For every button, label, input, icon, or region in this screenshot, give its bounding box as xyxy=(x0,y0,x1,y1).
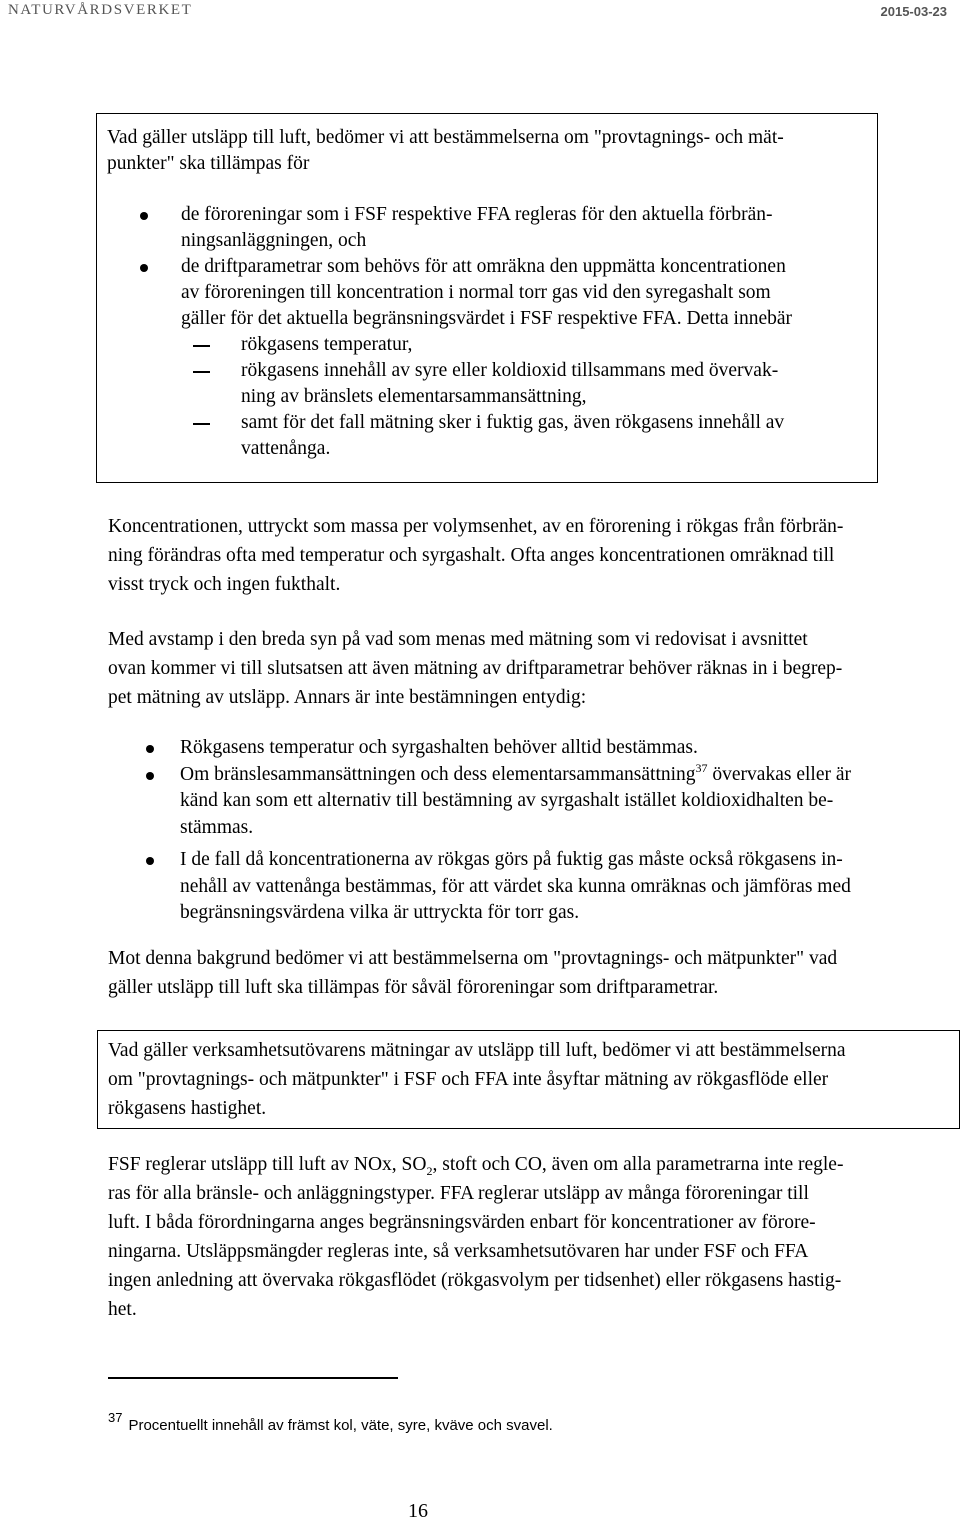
list-item-line: gäller för det aktuella begränsningsvärdet i FSF respektive FFA. Detta innebär xyxy=(181,308,793,329)
paragraph-line: ovan kommer vi till slutsatsen att även mätning av driftparametrar behöver räknas in i begrep- xyxy=(108,658,843,679)
dash-item xyxy=(97,332,877,358)
footnote-number: 37 xyxy=(108,1410,123,1425)
dash-icon xyxy=(193,371,210,373)
para-text: FSF reglerar utsläpp till luft av NOx, SO xyxy=(108,1154,427,1175)
list-item-line: I de fall då koncentrationerna av rökgas görs på fuktig gas måste också rökgasens in- xyxy=(180,849,843,870)
paragraph-1 xyxy=(108,512,948,599)
box2-line: om "provtagnings- och mätpunkter" i FSF och FFA inte åsyftar mätning av rökgasflöde eller xyxy=(108,1069,829,1090)
list-text: Om bränslesammansättningen och dess elementarsammansättning xyxy=(180,763,696,785)
paragraph-line: visst tryck och ingen fukthalt. xyxy=(108,574,341,595)
list-item-line: av föroreningen till koncentration i normal torr gas vid den syregashalt som xyxy=(181,282,771,303)
box2-text xyxy=(108,1036,953,1123)
list-item-line: stämmas. xyxy=(180,816,254,838)
statement-box-2 xyxy=(97,1030,960,1129)
paragraph-line: Mot denna bakgrund bedömer vi att bestämmelserna om "provtagnings- och mätpunkter" vad xyxy=(108,948,838,969)
footnote-text: Procentuellt innehåll av främst kol, väte, syre, kväve och svavel. xyxy=(128,1417,553,1434)
page-number: 16 xyxy=(408,1500,428,1522)
paragraph-2 xyxy=(108,625,948,712)
box1-intro-line: Vad gäller utsläpp till luft, bedömer vi att bestämmelserna om "provtagnings- och mät- xyxy=(107,127,784,148)
list-item-line: Rökgasens temperatur och syrgashalten behöver alltid bestämmas. xyxy=(180,737,698,758)
list-item-line: känd kan som ett alternativ till bestämning av syrgashalt istället koldioxidhalten be- xyxy=(180,790,834,811)
bullet-list-2 xyxy=(108,735,948,927)
list-item-line: nehåll av vattenånga bestämmas, för att värdet ska kunna omräknas och jämföras med xyxy=(180,875,851,897)
list-item-line: begränsningsvärdena vilka är uttryckta för torr gas. xyxy=(180,902,580,923)
paragraph-line: ningarna. Utsläppsmängder regleras inte, så verksamhetsutövaren har under FSF och FFA xyxy=(108,1241,809,1262)
list-item-line: ningsanläggningen, och xyxy=(181,230,367,251)
paragraph-line: gäller utsläpp till luft ska tillämpas för såväl föroreningar som driftparametrar. xyxy=(108,977,719,998)
dash-icon xyxy=(193,345,210,347)
paragraph-line: het. xyxy=(108,1299,137,1320)
paragraph-line: luft. I båda förordningarna anges begränsningsvärden enbart för koncentrationer av förore- xyxy=(108,1212,816,1233)
paragraph-line: ning förändras ofta med temperatur och syrgashalt. Ofta anges koncentrationen omräknad till xyxy=(108,545,835,566)
header-org: NATURVÅRDSVERKET xyxy=(8,2,193,18)
paragraph-line xyxy=(108,1150,948,1179)
bullet-icon xyxy=(146,745,154,753)
dash-item-line: samt för det fall mätning sker i fuktig gas, även rökgasens innehåll av xyxy=(241,412,785,433)
list-item xyxy=(97,254,877,462)
box1-bullet-list xyxy=(97,202,877,462)
dash-item-line: vattenånga. xyxy=(241,438,331,459)
list-item xyxy=(108,847,948,927)
box1-intro-line: punkter" ska tillämpas för xyxy=(107,153,310,174)
list-item-line xyxy=(180,762,948,789)
box2-line: rökgasens hastighet. xyxy=(108,1098,267,1119)
box1-intro xyxy=(107,125,867,177)
paragraph-line: ras för alla bränsle- och anläggningstyper. FFA reglerar utsläpp av många föroreningar till xyxy=(108,1183,809,1204)
footnote-ref: 37 xyxy=(695,760,708,775)
paragraph-line: Med avstamp i den breda syn på vad som menas med mätning som vi redovisat i avsnittet xyxy=(108,629,808,650)
list-item-line: de föroreningar som i FSF respektive FFA regleras för den aktuella förbrän- xyxy=(181,204,773,225)
bullet-icon xyxy=(140,212,148,220)
dash-icon xyxy=(193,423,210,425)
dash-item xyxy=(97,410,877,462)
bullet-icon xyxy=(140,264,148,272)
dash-item xyxy=(97,358,877,410)
para-text: , stoft och CO, även om alla parametrarna inte regle- xyxy=(432,1154,844,1175)
bullet-icon xyxy=(146,772,154,780)
box2-line: Vad gäller verksamhetsutövarens mätningar av utsläpp till luft, bedömer vi att bestämmelserna xyxy=(108,1040,846,1061)
subscript: 2 xyxy=(426,1163,433,1178)
paragraph-line: Koncentrationen, uttryckt som massa per volymsenhet, av en förorening i rökgas från förbrän- xyxy=(108,516,844,537)
paragraph-line: ingen anledning att övervaka rökgasflödet (rökgasvolym per tidsenhet) eller rökgasens hastig- xyxy=(108,1270,842,1291)
paragraph-line: pet mätning av utsläpp. Annars är inte bestämningen entydig: xyxy=(108,687,587,708)
dash-item-line: ning av bränslets elementarsammansättning, xyxy=(241,386,587,407)
dash-list xyxy=(181,332,877,462)
dash-item-line: rökgasens innehåll av syre eller koldioxid tillsammans med övervak- xyxy=(241,360,779,381)
list-item xyxy=(108,762,948,842)
list-item-line: de driftparametrar som behövs för att omräkna den uppmätta koncentrationen xyxy=(181,256,786,277)
paragraph-4 xyxy=(108,1150,948,1324)
statement-box-1 xyxy=(96,113,878,483)
paragraph-3 xyxy=(108,944,948,1002)
bullet-icon xyxy=(146,857,154,865)
footnote-separator xyxy=(108,1377,398,1379)
list-item xyxy=(108,735,948,762)
header-date: 2015-03-23 xyxy=(880,4,947,19)
dash-item-line: rökgasens temperatur, xyxy=(241,334,413,355)
list-text: övervakas eller är xyxy=(707,763,851,785)
footnote xyxy=(108,1410,553,1434)
list-item xyxy=(97,202,877,254)
